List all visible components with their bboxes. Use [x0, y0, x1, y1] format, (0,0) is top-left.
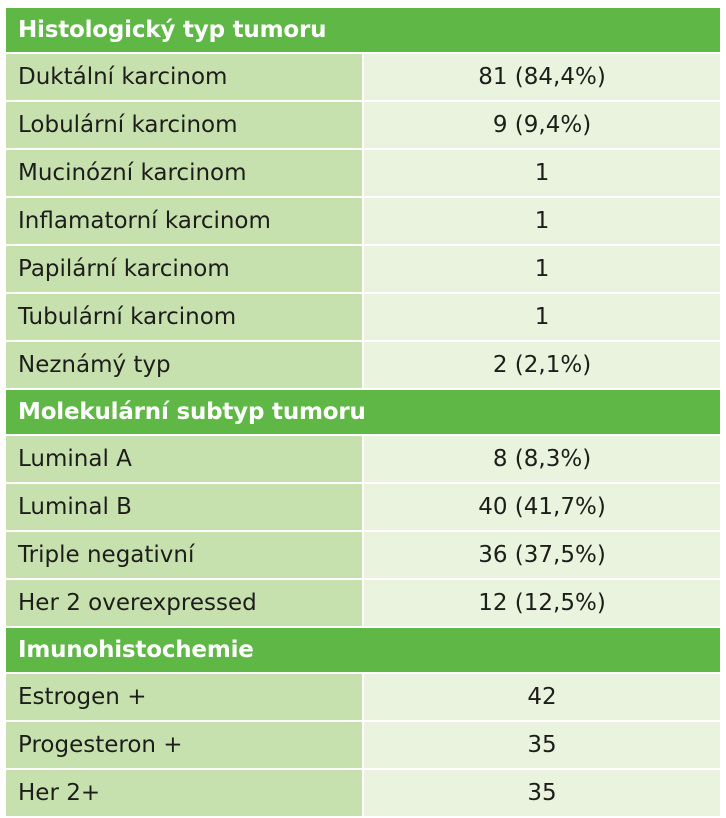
row-value: 12 (12,5%): [363, 579, 720, 627]
row-value: 1: [363, 197, 720, 245]
table-row: [6, 341, 720, 389]
row-value: 81 (84,4%): [363, 53, 720, 101]
table-row: [6, 721, 720, 769]
row-value: 2 (2,1%): [363, 341, 720, 389]
row-value: 35: [363, 721, 720, 769]
table-row: [6, 293, 720, 341]
table-row: [6, 483, 720, 531]
row-label: Inflamatorní karcinom: [6, 197, 363, 245]
row-label: Tubulární karcinom: [6, 293, 363, 341]
row-label: Mucinózní karcinom: [6, 149, 363, 197]
row-label: Luminal A: [6, 435, 363, 483]
table-row: [6, 579, 720, 627]
table-row: [6, 769, 720, 817]
row-value: 1: [363, 293, 720, 341]
table-row: [6, 149, 720, 197]
table-row: [6, 197, 720, 245]
section-title: Imunohistochemie: [6, 627, 720, 673]
row-label: Progesteron +: [6, 721, 363, 769]
table-row: [6, 435, 720, 483]
section-header-immunohistochemistry: [6, 627, 720, 673]
section-header-molecular-subtype: [6, 389, 720, 435]
row-label: Papilární karcinom: [6, 245, 363, 293]
row-label: Estrogen +: [6, 673, 363, 721]
row-value: 36 (37,5%): [363, 531, 720, 579]
table-row: [6, 53, 720, 101]
table-row: [6, 673, 720, 721]
row-value: 1: [363, 149, 720, 197]
row-label: Luminal B: [6, 483, 363, 531]
section-title: Histologický typ tumoru: [6, 8, 720, 53]
row-value: 40 (41,7%): [363, 483, 720, 531]
table-row: [6, 101, 720, 149]
row-value: 9 (9,4%): [363, 101, 720, 149]
row-label: Triple negativní: [6, 531, 363, 579]
row-value: 42: [363, 673, 720, 721]
row-label: Lobulární karcinom: [6, 101, 363, 149]
table-row: [6, 245, 720, 293]
row-label: Neznámý typ: [6, 341, 363, 389]
row-value: 35: [363, 769, 720, 817]
row-label: Her 2 overexpressed: [6, 579, 363, 627]
row-label: Duktální karcinom: [6, 53, 363, 101]
data-table-container: [6, 6, 720, 818]
table-row: [6, 531, 720, 579]
row-value: 1: [363, 245, 720, 293]
section-title: Molekulární subtyp tumoru: [6, 389, 720, 435]
row-value: 8 (8,3%): [363, 435, 720, 483]
tumor-characteristics-table: [6, 8, 720, 818]
row-label: Her 2+: [6, 769, 363, 817]
section-header-histology: [6, 8, 720, 53]
